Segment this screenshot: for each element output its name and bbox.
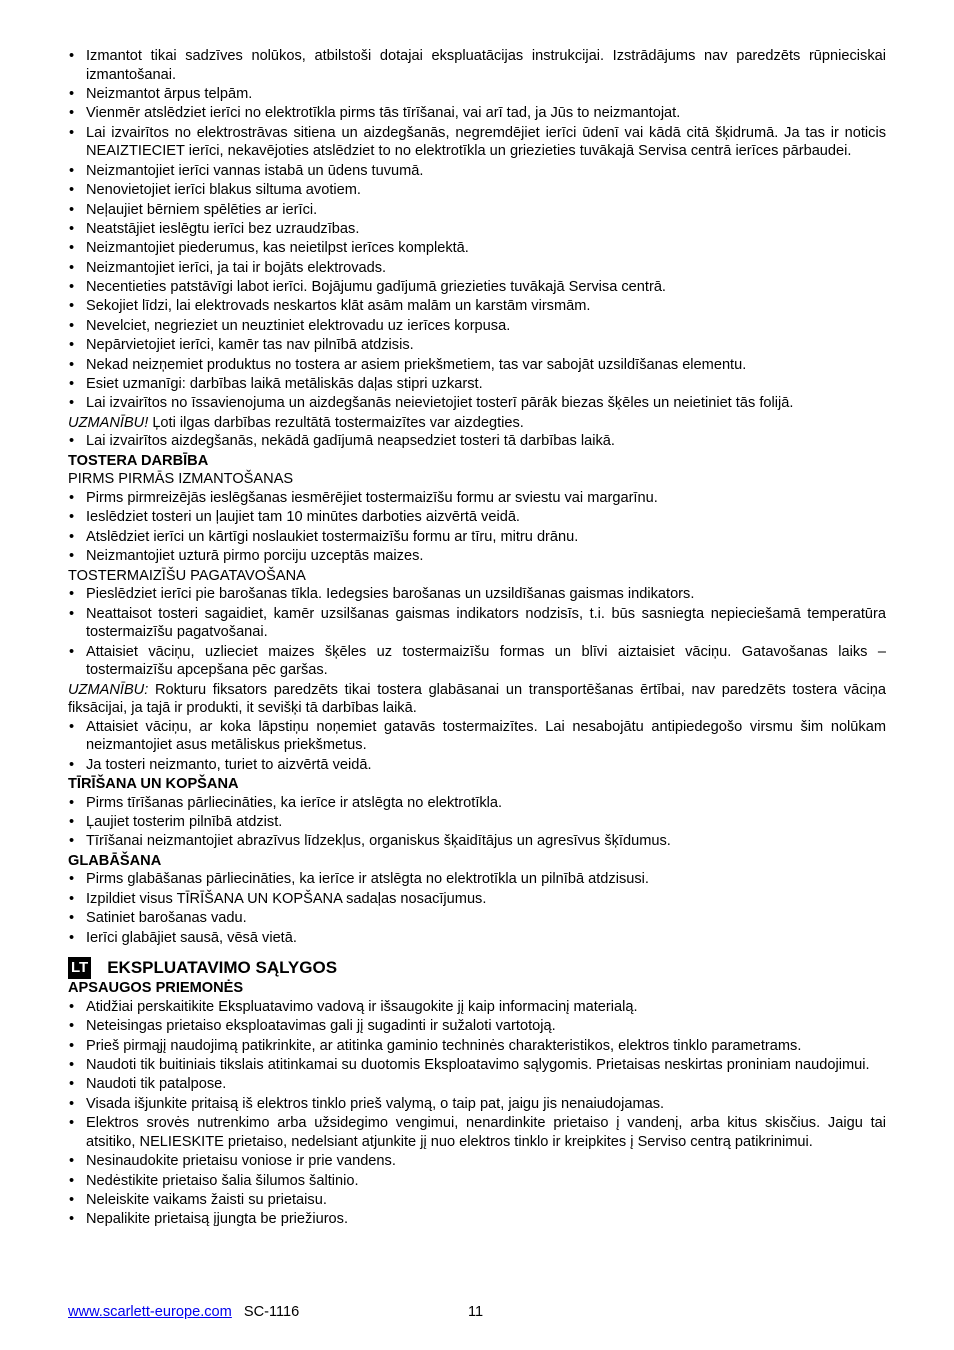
lv-safety-list-a <box>68 47 886 413</box>
bullet-item: • Naudoti tik buitiniais tikslais atitinkamai su duotomis Eksploatavimo sąlygomis. Prietaisas neskirtas proniniam naudojimui. <box>68 1056 886 1075</box>
page-content <box>68 47 886 1230</box>
lv-warning-label-1: UZMANĪBU! <box>68 414 149 431</box>
bullet-item: • Pirms glabāšanas pārliecināties, ka ierīce ir atslēgta no elektrotīkla un pilnībā atdzisusi. <box>68 870 886 889</box>
bullet-item: • Neizmantojiet ierīci vannas istabā un ūdens tuvumā. <box>68 162 886 181</box>
bullet-item: • Neizmantot ārpus telpām. <box>68 85 886 104</box>
page-footer <box>68 1303 886 1322</box>
bullet-item: • Neteisingas prietaiso eksploatavimas gali jį sugadinti ir sužaloti vartotoją. <box>68 1017 886 1036</box>
lv-first-use-list <box>68 489 886 566</box>
bullet-item: • Nepalikite prietaisą įjungta be priežiuros. <box>68 1210 886 1229</box>
footer-page-number: 11 <box>468 1304 484 1320</box>
bullet-item: • Neizmantojiet ierīci, ja tai ir bojāts elektrovads. <box>68 259 886 278</box>
bullet-item: • Satiniet barošanas vadu. <box>68 909 886 928</box>
bullet-item: • Neļaujiet bērniem spēlēties ar ierīci. <box>68 201 886 220</box>
lv-warning-text-2: Rokturu fiksators paredzēts tikai tostera glabāsanai un transportēšanas ērtībai, nav paredzēts tostera vāciņa fiksācijai, ja tajā ir produkti, it sevišķi tā darbības laikā. <box>68 681 886 717</box>
lt-language-badge: LT <box>68 957 91 979</box>
bullet-item: • Atslēdziet ierīci un kārtīgi noslaukiet tostermaizīšu formu ar tīru, mitru drānu. <box>68 528 886 547</box>
lv-warning-text-1: Ļoti ilgas darbības rezultātā tostermaizītes var aizdegties. <box>148 414 524 431</box>
lv-warning-note-2 <box>68 681 886 718</box>
bullet-item: • Nesinaudokite prietaisu voniose ir prie vandens. <box>68 1152 886 1171</box>
lv-prep-list-b <box>68 718 886 775</box>
bullet-item: • Ieslēdziet tosteri un ļaujiet tam 10 minūtes darboties aizvērtā veidā. <box>68 508 886 527</box>
bullet-item: • Visada išjunkite pritaisą iš elektros tinklo prieš valymą, o taip pat, jaigu jis nenaiudojamas. <box>68 1095 886 1114</box>
lv-first-use-heading: PIRMS PIRMĀS IZMANTOŠANAS <box>68 471 294 488</box>
lt-safety-heading: APSAUGOS PRIEMONĖS <box>68 980 244 997</box>
bullet-item: • Pirms tīrīšanas pārliecināties, ka ierīce ir atslēgta no elektrotīkla. <box>68 794 886 813</box>
lv-cleaning-heading: TĪRĪŠANA UN KOPŠANA <box>68 776 239 793</box>
bullet-item: • Neattaisot tosteri sagaidiet, kamēr uzsilšanas gaismas indikators nodzisīs, t.i. būs sasniegta nepieciešamā temperatūra tostermaizīšu pagatvošanai. <box>68 605 886 642</box>
bullet-item: • Tīrīšanai neizmantojiet abrazīvus līdzekļus, organiskus šķaidītājus un agresīvus šķīdumus. <box>68 832 886 851</box>
bullet-item: • Lai izvairītos aizdegšanās, nekādā gadījumā neapsedziet tosteri tā darbības laikā. <box>68 432 886 451</box>
bullet-item: • Ja tosteri neizmanto, turiet to aizvērtā veidā. <box>68 756 886 775</box>
bullet-item: • Neizmantojiet piederumus, kas neietilpst ierīces komplektā. <box>68 239 886 258</box>
bullet-item: • Pieslēdziet ierīci pie barošanas tīkla. Iedegsies barošanas un uzsildīšanas gaismas indikators. <box>68 585 886 604</box>
lt-section-title <box>68 957 886 979</box>
lt-safety-list <box>68 998 886 1229</box>
lv-safety-list-b <box>68 432 886 451</box>
bullet-item: • Neleiskite vaikams žaisti su prietaisu. <box>68 1191 886 1210</box>
bullet-item: • Prieš pirmąjį naudojimą patikrinkite, ar atitinka gaminio techninės charakteristikos, elektros tinklo parametrams. <box>68 1037 886 1056</box>
bullet-item: • Vienmēr atslēdziet ierīci no elektrotīkla pirms tās tīrīšanai, vai arī tad, ja Jūs to neizmantojat. <box>68 104 886 123</box>
bullet-item: • Nevelciet, negrieziet un neuztiniet elektrovadu uz ierīces korpusa. <box>68 317 886 336</box>
bullet-item: • Esiet uzmanīgi: darbības laikā metāliskās daļas stipri uzkarst. <box>68 375 886 394</box>
bullet-item: • Attaisiet vāciņu, ar koka lāpstiņu noņemiet gatavās tostermaizītes. Lai nesabojātu antipiedegošo virsmu šim nolūkam neizmantojiet asus metāliskus priekšmetus. <box>68 718 886 755</box>
bullet-item: • Neatstājiet ieslēgtu ierīci bez uzraudzības. <box>68 220 886 239</box>
bullet-item: • Atidžiai perskaitikite Ekspluatavimo vadovą ir išsaugokite jį kaip informacinį materialą. <box>68 998 886 1017</box>
bullet-item: • Nepārvietojiet ierīci, kamēr tas nav pilnībā atdzisis. <box>68 336 886 355</box>
lv-cleaning-list <box>68 794 886 851</box>
bullet-item: • Izpildiet visus TĪRĪŠANA UN KOPŠANA sadaļas nosacījumus. <box>68 890 886 909</box>
bullet-item: • Lai izvairītos no elektrostrāvas sitiena un aizdegšanās, negremdējiet ierīci ūdenī vai kādā citā šķidrumā. Ja tas ir noticis NEAIZTIECIET ierīci, nekavējoties atslēdziet to no elektrotīkla un griezieties tuvākajā Servisa centrā ierīces pārbaudei. <box>68 124 886 161</box>
bullet-item: • Lai izvairītos no īssavienojuma un aizdegšanās neievietojiet tosterī pārāk biezas šķēles un neietiniet tās folijā. <box>68 394 886 413</box>
lv-storage-heading: GLABĀŠANA <box>68 852 162 869</box>
lv-storage-list <box>68 870 886 947</box>
lv-warning-label-2: UZMANĪBU: <box>68 681 149 698</box>
bullet-item: • Nekad neizņemiet produktus no tostera ar asiem priekšmetiem, tas var sabojāt uzsildīšanas elementu. <box>68 356 886 375</box>
lv-prep-list-a <box>68 585 886 680</box>
footer-website-link[interactable]: www.scarlett-europe.com <box>68 1304 232 1320</box>
lv-prep-heading: TOSTERMAIZĪŠU PAGATAVOŠANA <box>68 567 306 584</box>
bullet-item: • Nenovietojiet ierīci blakus siltuma avotiem. <box>68 181 886 200</box>
lt-title-text: EKSPLUATAVIMO SĄLYGOS <box>107 958 338 978</box>
lv-warning-note-1 <box>68 414 886 433</box>
footer-model-number: SC-1116 <box>243 1304 300 1320</box>
bullet-item: • Attaisiet vāciņu, uzlieciet maizes šķēles uz tostermaizīšu formas un blīvi aiztaisiet vāciņu. Gatavošanas laiks – tostermaizīšu apcepšana pēc garšas. <box>68 643 886 680</box>
bullet-item: • Ļaujiet tosterim pilnībā atdzist. <box>68 813 886 832</box>
bullet-item: • Necentieties patstāvīgi labot ierīci. Bojājumu gadījumā griezieties tuvākajā Servisa centrā. <box>68 278 886 297</box>
bullet-item: • Pirms pirmreizējās ieslēgšanas iesmērējiet tostermaizīšu formu ar sviestu vai margarīnu. <box>68 489 886 508</box>
bullet-item: • Ierīci glabājiet sausā, vēsā vietā. <box>68 929 886 948</box>
bullet-item: • Izmantot tikai sadzīves nolūkos, atbilstoši dotajai ekspluatācijas instrukcijai. Izstrādājums nav paredzēts rūpnieciskai izmantošanai. <box>68 47 886 84</box>
bullet-item: • Nedėstikite prietaiso šalia šilumos šaltinio. <box>68 1172 886 1191</box>
bullet-item: • Naudoti tik patalpose. <box>68 1075 886 1094</box>
lv-operation-heading: TOSTERA DARBĪBA <box>68 452 209 469</box>
bullet-item: • Neizmantojiet uzturā pirmo porciju uzceptās maizes. <box>68 547 886 566</box>
bullet-item: • Sekojiet līdzi, lai elektrovads neskartos klāt asām malām un karstām virsmām. <box>68 297 886 316</box>
bullet-item: • Elektros srovės nutrenkimo arba užsidegimo vengimui, nenardinkite prietaiso į vandenį, arba kitus skisčius. Jaigu tai atsitiko, NELIESKITE prietaiso, nedelsiant atjunkite jį nuo elektros tinklo ir kreipkites į Serviso centrą patikrinimui. <box>68 1114 886 1151</box>
